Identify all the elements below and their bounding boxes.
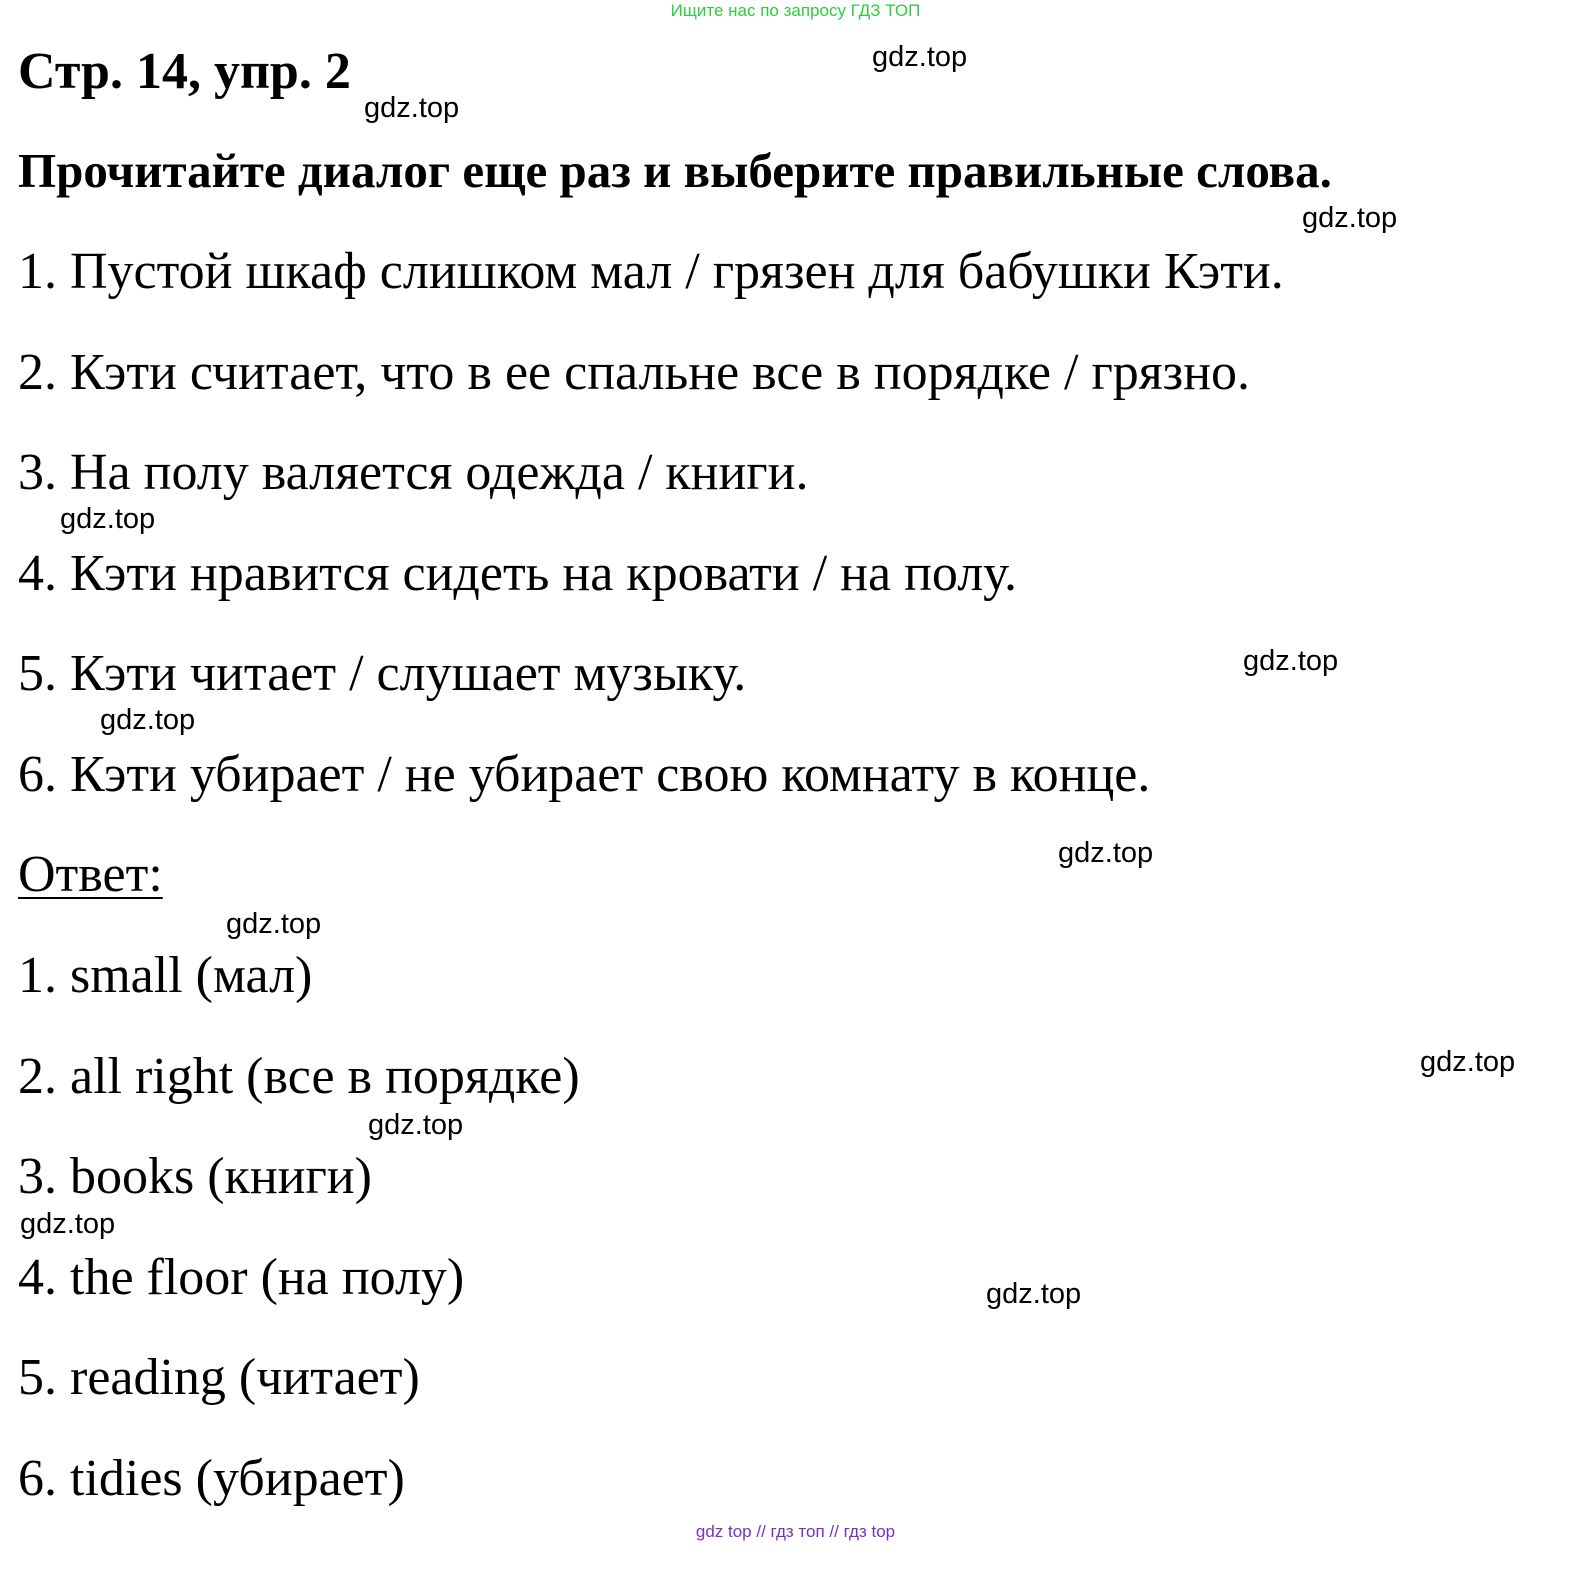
footer-link-gdz-top-mixed[interactable]: гдз top xyxy=(843,1522,896,1541)
question-5: 5. Кэти читает / слушает музыку. xyxy=(18,645,747,702)
answer-3: 3. books (книги) xyxy=(18,1148,372,1205)
watermark: gdz.top xyxy=(1302,202,1398,234)
question-4: 4. Кэти нравится сидеть на кровати / на полу. xyxy=(18,545,1017,602)
footer-link-gdz-top-ru[interactable]: гдз топ xyxy=(770,1522,825,1541)
answer-1: 1. small (мал) xyxy=(18,947,313,1004)
footer-separator: // xyxy=(829,1522,839,1541)
watermark: gdz.top xyxy=(986,1278,1082,1310)
answer-5: 5. reading (читает) xyxy=(18,1349,420,1406)
footer-link-gdz-top[interactable]: gdz top xyxy=(695,1522,752,1541)
question-3: 3. На полу валяется одежда / книги. xyxy=(18,444,809,501)
answer-4: 4. the floor (на полу) xyxy=(18,1249,465,1306)
watermark: gdz.top xyxy=(368,1109,464,1141)
watermark: gdz.top xyxy=(1243,645,1339,677)
watermark: gdz.top xyxy=(364,92,460,124)
watermark: gdz.top xyxy=(20,1208,116,1240)
question-2: 2. Кэти считает, что в ее спальне все в порядке / грязно. xyxy=(18,344,1251,401)
watermark: gdz.top xyxy=(1420,1046,1516,1078)
footer-separator: // xyxy=(756,1522,766,1541)
answer-heading: Ответ: xyxy=(18,846,163,903)
page-title: Стр. 14, упр. 2 xyxy=(18,43,351,100)
watermark: gdz.top xyxy=(100,704,196,736)
watermark: gdz.top xyxy=(872,41,968,73)
question-1: 1. Пустой шкаф слишком мал / грязен для бабушки Кэти. xyxy=(18,243,1284,300)
exercise-instruction: Прочитайте диалог еще раз и выберите правильные слова. xyxy=(18,143,1332,198)
answer-2: 2. all right (все в порядке) xyxy=(18,1048,580,1105)
answer-6: 6. tidies (убирает) xyxy=(18,1450,405,1507)
top-banner: Ищите нас по запросу ГДЗ ТОП xyxy=(670,1,921,20)
watermark: gdz.top xyxy=(226,908,322,940)
question-6: 6. Кэти убирает / не убирает свою комнату в конце. xyxy=(18,746,1151,803)
watermark: gdz.top xyxy=(60,503,156,535)
watermark: gdz.top xyxy=(1058,837,1154,869)
footer-links xyxy=(0,1522,1591,1542)
